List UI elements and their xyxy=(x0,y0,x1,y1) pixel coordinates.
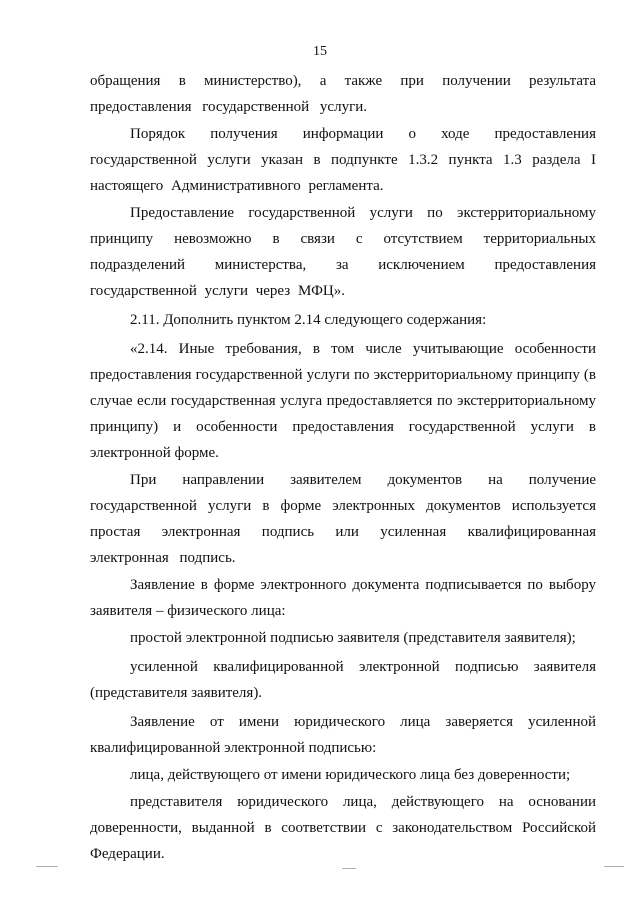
paragraph-amendment-2-11: 2.11. Дополнить пунктом 2.14 следующего содержания: xyxy=(130,312,487,328)
list-item-without-power-of-attorney: лица, действующего от имени юридического лица без доверенности; xyxy=(130,767,571,783)
paragraph-application-individual: Заявление в форме электронного документа подписывается по выбору заявителя – физического лица: xyxy=(90,577,596,619)
paragraph-info-order: Порядок получения информации о ходе предоставления государственной услуги указан в подпункте 1.3.2 пункта 1.3 раздела I настоящего Административного регламента. xyxy=(90,126,596,194)
scan-mark xyxy=(604,866,624,867)
scan-mark xyxy=(342,868,356,869)
scan-mark xyxy=(36,866,58,867)
document-body xyxy=(90,68,596,867)
list-item-representative: представителя юридического лица, действующего на основании доверенности, выданной в соответствии с законодательством Российской Федерации. xyxy=(90,794,596,862)
list-item-qualified-signature: усиленной квалифицированной электронной подписью заявителя (представителя заявителя). xyxy=(90,659,596,701)
list-item-simple-signature: простой электронной подписью заявителя (представителя заявителя); xyxy=(130,630,576,646)
paragraph-continuation: обращения в министерство), а также при получении результата предоставления государственной услуги. xyxy=(90,73,596,115)
paragraph-application-legal-entity: Заявление от имени юридического лица заверяется усиленной квалифицированной электронной подписью: xyxy=(90,714,596,756)
paragraph-electronic-signature: При направлении заявителем документов на получение государственной услуги в форме электронных документов используется простая электронная подпись или усиленная квалифицированная электронная подпись. xyxy=(90,472,596,566)
paragraph-exterritorial: Предоставление государственной услуги по экстерриториальному принципу невозможно в связи с отсутствием территориальных подразделений министерства, за исключением предоставления государственной услуги через МФЦ». xyxy=(90,205,596,299)
paragraph-2-14-requirements: «2.14. Иные требования, в том числе учитывающие особенности предоставления государственной услуги по экстерриториальному принципу (в случае если государственная услуга предоставляется по экстерриториальному принципу) и особенности предоставления государственной услуги в электронной форме. xyxy=(90,341,596,461)
page-number: 15 xyxy=(313,44,327,59)
